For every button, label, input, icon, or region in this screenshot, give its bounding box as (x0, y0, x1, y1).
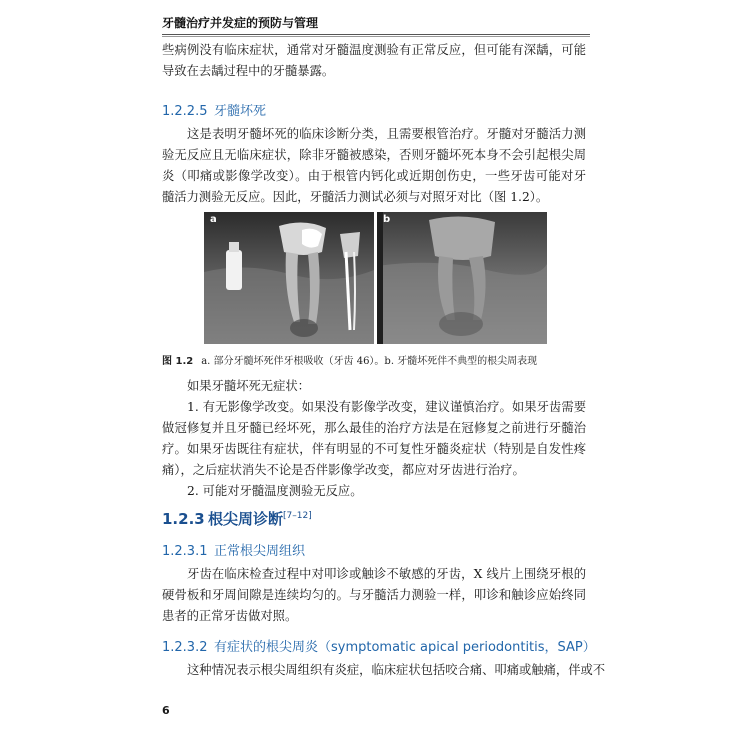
section-heading-1231 (162, 540, 305, 559)
paragraph-sap: 这种情况表示根尖周组织有炎症，临床症状包括咬合痛、叩痛或触痛，伴或不 (187, 663, 606, 677)
section-title: 根尖周诊断 (208, 510, 284, 528)
figure-caption-id: 图 1.2 (162, 356, 194, 367)
section-number: 1.2.2.5 (162, 104, 208, 119)
figure-caption-text: a. 部分牙髓坏死伴牙根吸收（牙齿 46）。b. 牙髓坏死伴不典型的根尖周表现 (201, 356, 538, 367)
xray-image-b (377, 212, 547, 344)
xray-image-a (204, 212, 374, 344)
section-title: 正常根尖周组织 (214, 544, 306, 559)
section-title: 有症状的根尖周炎（symptomatic apical periodontitis，SAP） (214, 640, 596, 655)
section-heading-1232 (162, 636, 596, 655)
list-lead: 如果牙髓坏死无症状： (187, 379, 310, 393)
section-heading-123 (162, 508, 312, 529)
section-number: 1.2.3.2 (162, 640, 208, 655)
reference-citation: [7–12] (283, 511, 312, 521)
header-rule-secondary (162, 36, 590, 37)
page-number: 6 (162, 704, 170, 717)
header-rule (162, 34, 590, 35)
panel-label-a: a (210, 214, 217, 225)
section-heading-1225 (162, 100, 266, 119)
section-number: 1.2.3.1 (162, 544, 208, 559)
panel-label-b: b (383, 214, 391, 225)
figure-caption (162, 352, 537, 367)
list-item-2: 2. 可能对牙髓温度测验无反应。 (187, 484, 363, 498)
section-number: 1.2.3 (162, 510, 205, 528)
running-header: 牙髓治疗并发症的预防与管理 (162, 16, 319, 30)
figure-1-2 (204, 212, 548, 344)
xray-panel-b (377, 212, 547, 344)
list-item-1: 1. 有无影像学改变。如果没有影像学改变，建议谨慎治疗。如果牙齿需要做冠修复并且牙髓已经坏死，那么最佳的治疗方法是在冠修复之前进行牙髓治疗。如果牙齿既往有症状，伴有明显的不可复性牙髓炎症状（特别是自发性疼痛），之后症状消失不论是否伴影像学改变，都应对牙齿进行治疗。 (162, 400, 586, 477)
paragraph-normal-periapical: 牙齿在临床检查过程中对叩诊或触诊不敏感的牙齿，X 线片上围绕牙根的硬骨板和牙周间隙是连续均匀的。与牙髓活力测验一样，叩诊和触诊应始终同患者的正常牙齿做对照。 (162, 567, 586, 623)
section-title: 牙髓坏死 (214, 104, 267, 119)
intro-paragraph: 些病例没有临床症状，通常对牙髓温度测验有正常反应，但可能有深龋，可能导致在去龋过程中的牙髓暴露。 (162, 43, 586, 78)
paragraph-pulp-necrosis: 这是表明牙髓坏死的临床诊断分类，且需要根管治疗。牙髓对牙髓活力测验无反应且无临床症状，除非牙髓被感染，否则牙髓坏死本身不会引起根尖周炎（叩痛或影像学改变）。由于根管内钙化或近期创伤史，一些牙齿可能对牙髓活力测验无反应。因此，牙髓活力测试必须与对照牙对比（图 1.2）。 (162, 127, 586, 204)
xray-panel-a (204, 212, 374, 344)
